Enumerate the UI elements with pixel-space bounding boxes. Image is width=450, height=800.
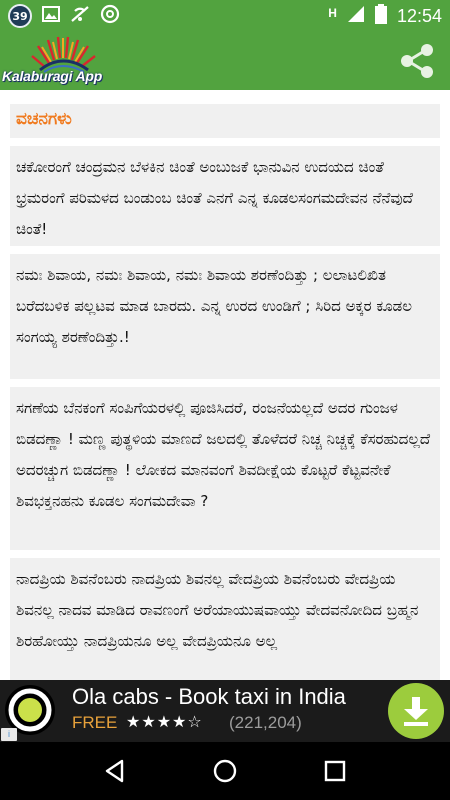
vachana-card[interactable]: ಸಗಣೆಯ ಬೆನಕಂಗೆ ಸಂಪಿಗೆಯರಳಲ್ಲಿ ಪೂಜಿಸಿದರೆ, ರಂಜನೆಯಲ್ಲದೆ ಅದರ ಗುಂಜಳ ಬಿಡದಣ್ಣಾ ! ಮಣ್ಣ ಪುತ್ಥಳಿಯ ಮಾಣದೆ ಜಲದಲ್ಲಿ ತೊಳೆದರೆ ನಿಚ್ಚ ನಿಚ್ಚಕ್ಕೆ ಕೆಸರಹುದಲ್ಲದೆ ಅದರಚ್ಚುಗ ಬಿಡದಣ್ಣಾ ! ಲೋಕದ ಮಾನವಂಗೆ ಶಿವದೀಕ್ಷೆಯ ಕೊಟ್ಟರೆ ಕೆಟ್ಟವನೇಕೆ ಶಿವಭಕ್ತನಹನು ಕೂಡಲ ಸಂಗಮದೇವಾ ? [10, 387, 440, 550]
ad-title[interactable]: Ola cabs - Book taxi in India [72, 684, 346, 709]
vachana-card[interactable]: ನಮಃ ಶಿವಾಯ, ನಮಃ ಶಿವಾಯ, ನಮಃ ಶಿವಾಯ ಶರಣೆಂದಿತ್ತು ; ಲಲಾಟಲಿಖಿತ ಬರೆದಬಳಿಕ ಪಲ್ಲಟವ ಮಾಡ ಬಾರದು. ಎನ್ನ ಉರದ ಉಂಡಿಗೆ ; ಸಿರಿದ ಅಕ್ಕರ ಕೂಡಲ ಸಂಗಯ್ಯ ಶರಣೆಂದಿತ್ತು.! [10, 254, 440, 379]
notification-badge [8, 4, 32, 28]
clock: 12:54 [396, 5, 442, 26]
battery-icon [375, 4, 387, 28]
share-icon [397, 41, 437, 81]
notification-count: 39 [12, 9, 28, 23]
ad-price: FREE [72, 713, 118, 732]
image-icon [42, 6, 60, 26]
home-button[interactable] [205, 751, 245, 791]
recents-icon [323, 759, 347, 783]
ad-rating-stars: ★★★★☆ [126, 712, 203, 731]
mute-icon [70, 5, 90, 27]
sync-icon [100, 4, 120, 28]
home-icon [212, 758, 238, 784]
vachana-card[interactable]: ನಾದಪ್ರಿಯ ಶಿವನೆಂಬರು ನಾದಪ್ರಿಯ ಶಿವನಲ್ಲ ವೇದಪ್ರಿಯ ಶಿವನೆಂಬರು ವೇದಪ್ರಿಯ ಶಿವನಲ್ಲ ನಾದವ ಮಾಡಿದ ರಾವಣಂಗೆ ಅರೆಯಾಯುಷವಾಯ್ತು ವೇದವನೋದಿದ ಬ್ರಹ್ಮನ ಶಿರಹೋಯ್ತು ನಾದಪ್ರಿಯನೂ ಅಲ್ಲ ವೇದಪ್ರಿಯನೂ ಅಲ್ಲ [10, 558, 440, 680]
navigation-bar [0, 742, 450, 800]
ad-banner[interactable] [0, 680, 450, 742]
app-bar [0, 32, 450, 90]
share-button[interactable] [392, 36, 442, 86]
network-type: H [328, 6, 337, 20]
ad-review-count: (221,204) [229, 713, 302, 732]
recents-button[interactable] [315, 751, 355, 791]
signal-icon [347, 5, 365, 27]
vachana-list[interactable] [0, 90, 450, 680]
ad-download-button[interactable] [388, 683, 444, 739]
status-bar [0, 0, 450, 32]
back-icon [102, 758, 128, 784]
back-button[interactable] [95, 751, 135, 791]
app-logo [0, 32, 130, 90]
ad-info-icon[interactable]: i [1, 728, 17, 741]
vachana-card[interactable]: ಚಕೋರಂಗೆ ಚಂದ್ರಮನ ಬೆಳಕಿನ ಚಿಂತೆ ಅಂಬುಜಕೆ ಭಾನುವಿನ ಉದಯದ ಚಿಂತೆ ಭ್ರಮರಂಗೆ ಪರಿಮಳದ ಬಂಡುಂಬ ಚಿಂತೆ ಎನಗೆ ಎನ್ನ ಕೂಡಲಸಂಗಮದೇವನ ನೆನೆವುದೆ ಚಿಂತೆ! [10, 146, 440, 246]
section-title: ವಚನಗಳು [16, 109, 72, 129]
section-header [10, 104, 440, 138]
download-icon [401, 695, 431, 727]
logo-text: Kalaburagi App [2, 68, 103, 84]
